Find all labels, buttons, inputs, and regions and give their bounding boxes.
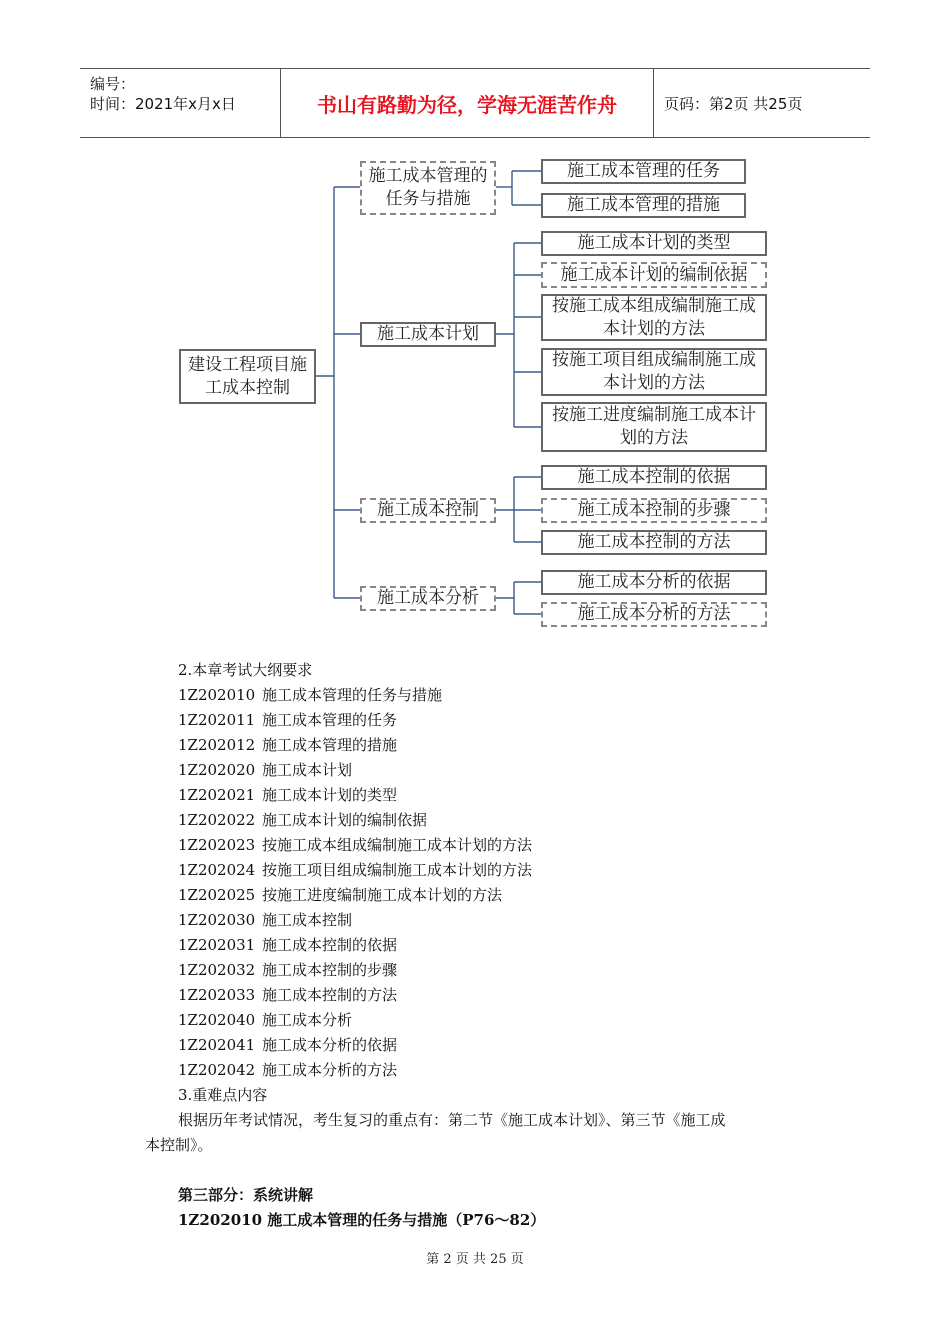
outline-code: 1Z202021 [178, 786, 256, 804]
outline-item [178, 759, 352, 780]
outline-text: 施工成本控制 [262, 911, 353, 929]
outline-item [178, 1034, 397, 1055]
outline-code: 1Z202041 [178, 1036, 256, 1054]
leaf-node-control-basis: 施工成本控制的依据 [541, 465, 767, 490]
outline-text: 施工成本分析 [262, 1011, 353, 1029]
leaf-node-control-steps: 施工成本控制的步骤 [541, 498, 767, 523]
leaf-node-management-tasks: 施工成本管理的任务 [541, 159, 746, 184]
outline-text: 施工成本计划的编制依据 [262, 811, 428, 829]
leaf-node-management-measures: 施工成本管理的措施 [541, 193, 746, 218]
outline-code: 1Z202020 [178, 761, 256, 779]
section-2-heading: 2.本章考试大纲要求 [178, 661, 313, 679]
header-meta [80, 69, 281, 137]
outline-text: 按施工进度编制施工成本计划的方法 [262, 886, 503, 904]
outline-code: 1Z202033 [178, 986, 256, 1004]
doc-number-label: 编号： [90, 75, 136, 93]
outline-code: 1Z202030 [178, 911, 256, 929]
leaf-node-plan-by-cost-composition: 按施工成本组成编制施工成本计划的方法 [541, 294, 767, 341]
outline-item [178, 734, 397, 755]
outline-code: 1Z202032 [178, 961, 256, 979]
doc-date-label: 时间：2021年x月x日 [90, 95, 236, 113]
outline-code: 1Z202012 [178, 736, 256, 754]
outline-code: 1Z202042 [178, 1061, 256, 1079]
outline-item [178, 959, 397, 980]
outline-item [178, 684, 442, 705]
leaf-node-plan-basis: 施工成本计划的编制依据 [541, 262, 767, 288]
leaf-node-analysis-basis: 施工成本分析的依据 [541, 570, 767, 595]
branch-node-tasks-measures: 施工成本管理的任务与措施 [360, 161, 496, 215]
outline-item [178, 884, 502, 905]
outline-item [178, 1009, 352, 1030]
outline-text: 施工成本管理的任务 [262, 711, 398, 729]
subsection-heading: 1Z202010 施工成本管理的任务与措施（P76～82） [178, 1211, 546, 1229]
outline-text: 施工成本管理的任务与措施 [262, 686, 443, 704]
outline-text: 施工成本控制的依据 [262, 936, 398, 954]
outline-item [178, 909, 352, 930]
key-points-paragraph-line-1: 根据历年考试情况，考生复习的重点有：第二节《施工成本计划》、第三节《施工成 [178, 1111, 726, 1129]
diagram-root-node: 建设工程项目施工成本控制 [179, 349, 316, 404]
outline-item [178, 834, 532, 855]
outline-item [178, 809, 427, 830]
outline-code: 1Z202010 [178, 686, 256, 704]
outline-item [178, 709, 397, 730]
page-header [80, 68, 870, 138]
outline-item [178, 859, 532, 880]
outline-text: 按施工项目组成编制施工成本计划的方法 [262, 861, 533, 879]
branch-node-cost-analysis: 施工成本分析 [360, 586, 496, 611]
outline-item [178, 1059, 397, 1080]
branch-node-cost-control: 施工成本控制 [360, 498, 496, 523]
leaf-node-plan-types: 施工成本计划的类型 [541, 231, 767, 256]
outline-text: 施工成本计划 [262, 761, 353, 779]
leaf-node-plan-by-progress: 按施工进度编制施工成本计划的方法 [541, 402, 767, 452]
outline-text: 施工成本计划的类型 [262, 786, 398, 804]
outline-code: 1Z202024 [178, 861, 256, 879]
outline-code: 1Z202011 [178, 711, 256, 729]
outline-item [178, 984, 397, 1005]
outline-code: 1Z202031 [178, 936, 256, 954]
outline-text: 按施工成本组成编制施工成本计划的方法 [262, 836, 533, 854]
leaf-node-control-methods: 施工成本控制的方法 [541, 530, 767, 555]
part-3-heading: 第三部分：系统讲解 [178, 1186, 314, 1204]
page-footer: 第 2 页 共 25 页 [426, 1252, 524, 1267]
key-points-paragraph-line-2: 本控制》。 [145, 1136, 213, 1154]
outline-code: 1Z202022 [178, 811, 256, 829]
section-3-heading: 3.重难点内容 [178, 1086, 268, 1104]
leaf-node-analysis-methods: 施工成本分析的方法 [541, 602, 767, 627]
outline-text: 施工成本控制的步骤 [262, 961, 398, 979]
outline-text: 施工成本控制的方法 [262, 986, 398, 1004]
outline-item [178, 934, 397, 955]
outline-item [178, 784, 397, 805]
outline-text: 施工成本分析的方法 [262, 1061, 398, 1079]
header-page-number: 页码：第2页 共25页 [664, 94, 803, 113]
header-motto: 书山有路勤为径，学海无涯苦作舟 [281, 69, 654, 137]
outline-text: 施工成本分析的依据 [262, 1036, 398, 1054]
outline-text: 施工成本管理的措施 [262, 736, 398, 754]
outline-code: 1Z202025 [178, 886, 256, 904]
outline-code: 1Z202023 [178, 836, 256, 854]
outline-code: 1Z202040 [178, 1011, 256, 1029]
branch-node-cost-plan: 施工成本计划 [360, 322, 496, 347]
leaf-node-plan-by-project-composition: 按施工项目组成编制施工成本计划的方法 [541, 348, 767, 396]
